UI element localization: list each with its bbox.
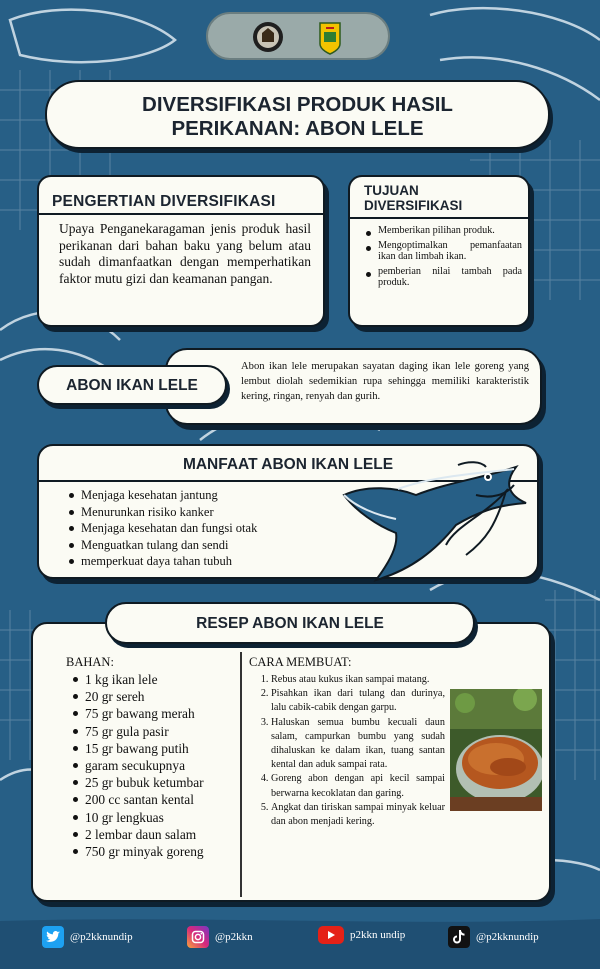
list-item: memperkuat daya tahan tubuh: [69, 553, 329, 570]
list-item: 15 gr bawang putih: [73, 740, 238, 757]
pengertian-text: Upaya Penganekaragaman jenis produk hasil perikanan dari bahan baku yang belum atau sudah dimanfaatkan dengan memperhatikan faktor mutu gizi dan keamanan pangan.: [59, 221, 311, 287]
list-item: 4. Goreng abon dengan api kecil sampai berwarna kecoklatan dan garing.: [271, 772, 445, 800]
list-item: 2 lembar daun salam: [73, 826, 238, 843]
list-item: Menjaga kesehatan jantung: [69, 487, 329, 504]
list-item: 20 gr sereh: [73, 688, 238, 705]
manfaat-list: [69, 487, 329, 570]
list-item: Menurunkan risiko kanker: [69, 504, 329, 521]
logos-icon: [208, 14, 392, 62]
pengertian-card: [37, 175, 325, 327]
list-item: 10 gr lengkuas: [73, 809, 238, 826]
list-item: 5. Angkat dan tiriskan sampai minyak keluar dan abon menjadi kering.: [271, 801, 445, 829]
list-item: 750 gr minyak goreng: [73, 843, 238, 860]
twitter-icon: [42, 926, 64, 948]
catfish-icon: [336, 455, 536, 583]
resep-heading: RESEP ABON IKAN LELE: [196, 615, 384, 632]
list-item: Menguatkan tulang dan sendi: [69, 537, 329, 554]
instagram-link[interactable]: [187, 926, 253, 948]
instagram-handle: @p2kkn: [215, 931, 253, 943]
list-item: Menjaga kesehatan dan fungsi otak: [69, 520, 329, 537]
cara-label: CARA MEMBUAT:: [249, 655, 352, 669]
resep-card: [31, 622, 551, 902]
twitter-link[interactable]: [42, 926, 133, 948]
list-item: pemberian nilai tambah pada produk.: [366, 266, 522, 289]
pengertian-heading: PENGERTIAN DIVERSIFIKASI: [52, 193, 276, 210]
tujuan-list: [366, 225, 522, 289]
tiktok-icon: [448, 926, 470, 948]
bahan-list: [73, 671, 238, 860]
bahan-label: BAHAN:: [66, 655, 114, 669]
manfaat-heading: MANFAAT ABON IKAN LELE: [182, 456, 394, 473]
cara-list: [265, 673, 445, 829]
list-item: garam secukupnya: [73, 757, 238, 774]
resep-heading-pill: [105, 602, 475, 644]
list-item: 1. Rebus atau kukus ikan sampai matang.: [271, 673, 445, 687]
logo-bar: [206, 12, 390, 60]
list-item: 2. Pisahkan ikan dari tulang dan durinya, lalu cabik-cabik dengan garpu.: [271, 687, 445, 715]
abon-definition-text: Abon ikan lele merupakan sayatan daging ikan lele goreng yang lembut diolah sedemikian rupa sehingga memiliki karakteristik kering, ringan, renyah dan gurih.: [241, 361, 529, 402]
list-item: Memberikan pilihan produk.: [366, 225, 522, 237]
youtube-link[interactable]: [318, 926, 405, 944]
abon-heading-pill: [37, 365, 227, 405]
tujuan-card: [348, 175, 530, 327]
page-title: DIVERSIFIKASI PRODUK HASIL PERIKANAN: ABON LELE: [142, 93, 453, 140]
tujuan-heading: TUJUAN DIVERSIFIKASI: [364, 183, 463, 213]
list-item: 200 cc santan kental: [73, 791, 238, 808]
list-item: 1 kg ikan lele: [73, 671, 238, 688]
youtube-handle: p2kkn undip: [350, 929, 406, 941]
list-item: 3. Haluskan semua bumbu kecuali daun salam, campurkan bumbu yang sudah dihaluskan ke dalam ikan, tuang santan kental dan aduk sampai rata.: [271, 716, 445, 773]
abon-heading: ABON IKAN LELE: [66, 377, 198, 394]
tiktok-handle: @p2kknundip: [476, 931, 539, 943]
twitter-handle: @p2kknundip: [70, 931, 133, 943]
title-banner: [45, 80, 550, 149]
instagram-icon: [187, 926, 209, 948]
tiktok-link[interactable]: [448, 926, 539, 948]
youtube-icon: [318, 926, 344, 944]
list-item: Mengoptimalkan pemanfaatan ikan dan limbah ikan.: [366, 240, 522, 263]
abon-photo: [450, 689, 542, 811]
list-item: 25 gr bubuk ketumbar: [73, 774, 238, 791]
list-item: 75 gr bawang merah: [73, 705, 238, 722]
list-item: 75 gr gula pasir: [73, 723, 238, 740]
